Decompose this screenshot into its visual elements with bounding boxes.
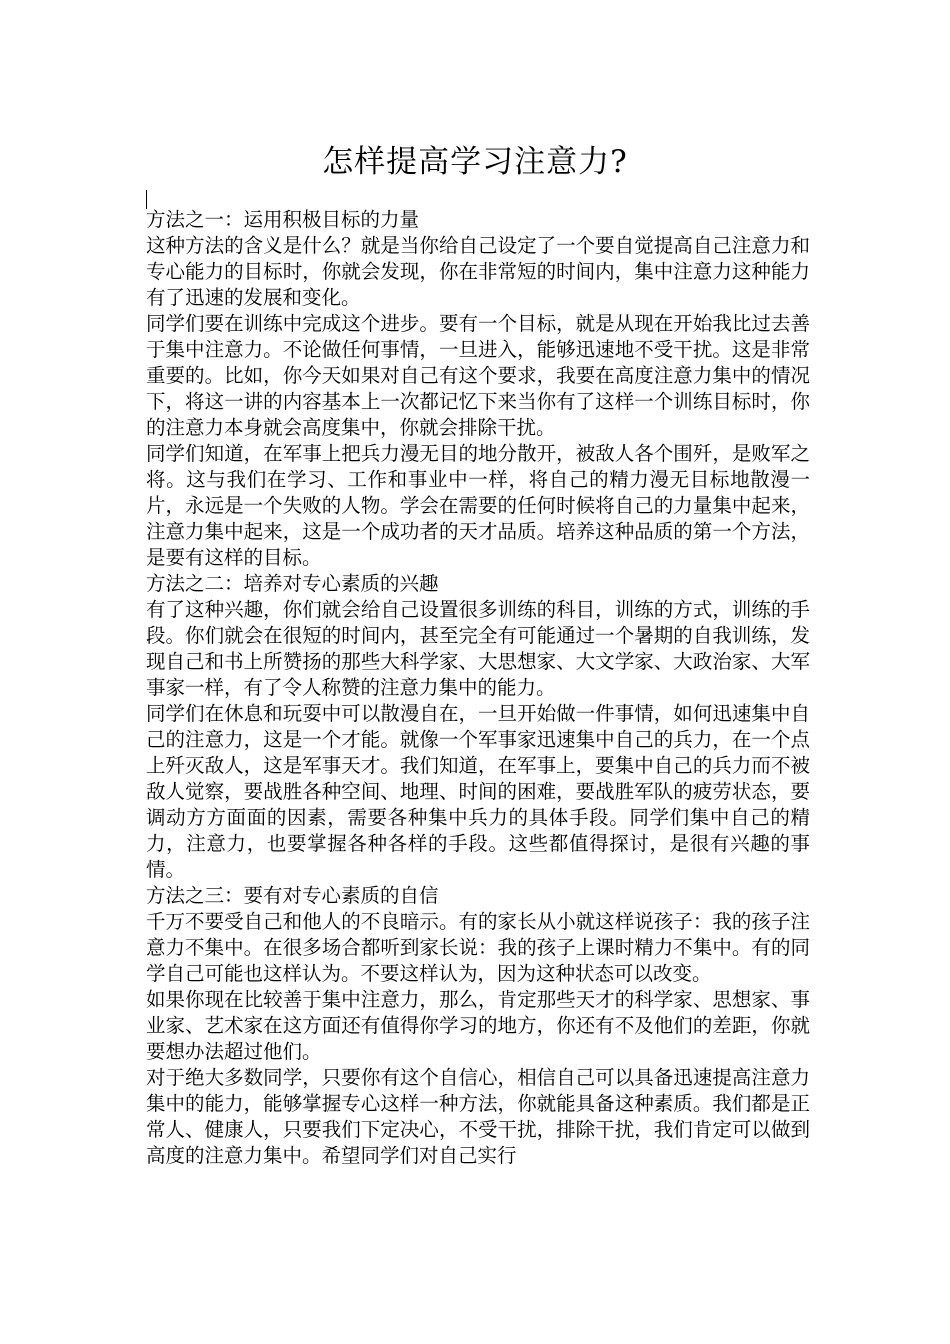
body-paragraph: 同学们在休息和玩耍中可以散漫自在，一旦开始做一件事情，如何迅速集中自己的注意力，这是一个才能。就像一个军事家迅速集中自己的兵力，在一个点上歼灭敌人，这是军事天才。我们知道，在军事上，要集中自己的兵力而不被敌人觉察，要战胜各种空间、地理、时间的困难，要战胜军队的疲劳状态，要调动方方面面的因素，需要各种集中兵力的具体手段。同学们集中自己的精力，注意力，也要掌握各种各样的手段。这些都值得探讨，是很有兴趣的事情。	[146, 702, 810, 881]
document-title: 怎样提高学习注意力?	[322, 144, 628, 180]
body-paragraph: 千万不要受自己和他人的不良暗示。有的家长从小就这样说孩子：我的孩子注意力不集中。在很多场合都听到家长说：我的孩子上课时精力不集中。有的同学自己可能也这样认为。不要这样认为，因为这种状态可以改变。	[146, 910, 810, 985]
body-paragraph: 同学们知道，在军事上把兵力漫无目的地分散开，被敌人各个围歼，是败军之将。这与我们在学习、工作和事业中一样，将自己的精力漫无目标地散漫一片，永远是一个失败的人物。学会在需要的任何时候将自己的力量集中起来，注意力集中起来，这是一个成功者的天才品质。培养这种品质的第一个方法，是要有这样的目标。	[146, 442, 810, 569]
body-paragraph: 如果你现在比较善于集中注意力，那么，肯定那些天才的科学家、思想家、事业家、艺术家在这方面还有值得你学习的地方，你还有不及他们的差距，你就要想办法超过他们。	[146, 988, 810, 1063]
body-paragraph: 对于绝大多数同学，只要你有这个自信心，相信自己可以具备迅速提高注意力集中的能力，能够掌握专心这样一种方法，你就能具备这种素质。我们都是正常人、健康人，只要我们下定决心，不受干扰，排除干扰，我们肯定可以做到高度的注意力集中。希望同学们对自己实行	[146, 1066, 810, 1167]
document-body	[146, 207, 810, 1169]
body-paragraph: 这种方法的含义是什么？就是当你给自己设定了一个要自觉提高自己注意力和专心能力的目标时，你就会发现，你在非常短的时间内，集中注意力这种能力有了迅速的发展和变化。	[146, 234, 810, 309]
body-paragraph: 有了这种兴趣，你们就会给自己设置很多训练的科目，训练的方式，训练的手段。你们就会在很短的时间内，甚至完全有可能通过一个暑期的自我训练，发现自己和书上所赞扬的那些大科学家、大思想家、大文学家、大政治家、大军事家一样，有了令人称赞的注意力集中的能力。	[146, 598, 810, 699]
section-heading: 方法之二：培养对专心素质的兴趣	[146, 572, 439, 595]
section-heading: 方法之三：要有对专心素质的自信	[146, 884, 439, 907]
body-paragraph: 同学们要在训练中完成这个进步。要有一个目标，就是从现在开始我比过去善于集中注意力。不论做任何事情，一旦进入，能够迅速地不受干扰。这是非常重要的。比如，你今天如果对自己有这个要求，我要在高度注意力集中的情况下，将这一讲的内容基本上一次都记忆下来当你有了这样一个训练目标时，你的注意力本身就会高度集中，你就会排除干扰。	[146, 312, 810, 439]
section-heading: 方法之一：运用积极目标的力量	[146, 208, 420, 231]
